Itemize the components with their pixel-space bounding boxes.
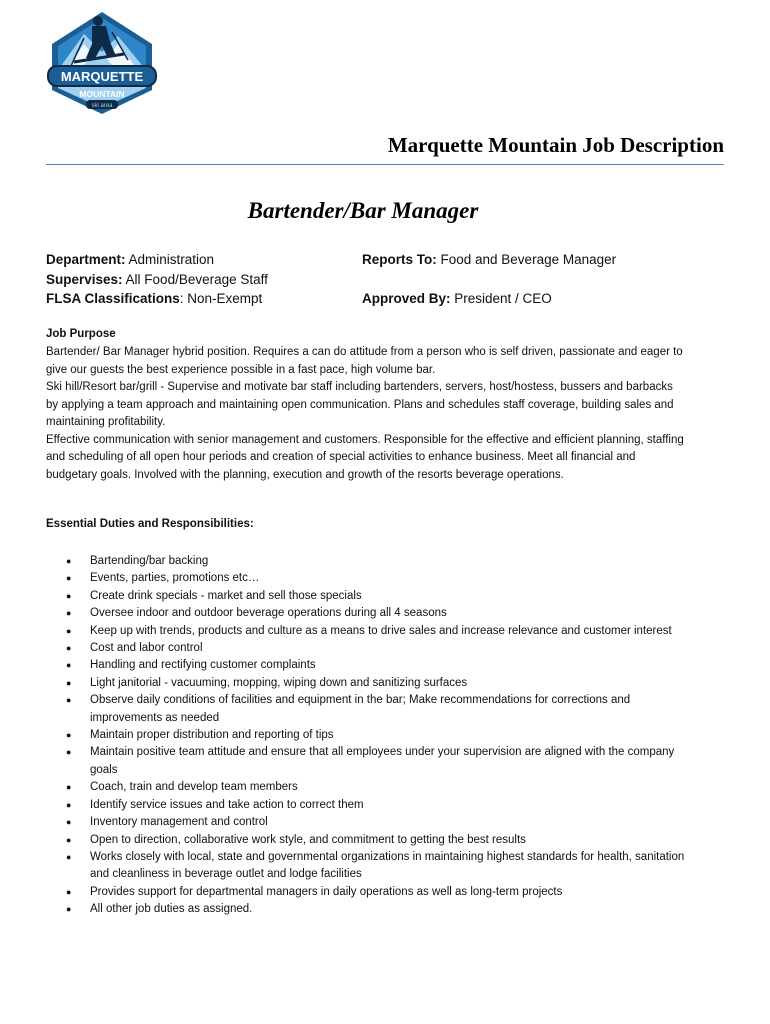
department-label: Department: <box>46 252 126 267</box>
header-divider <box>46 164 724 165</box>
job-meta-left <box>46 250 268 309</box>
duty-item: ● Light janitorial - vacuuming, mopping, wiping down and sanitizing surfaces <box>46 675 696 692</box>
duty-item: ● Keep up with trends, products and culture as a means to drive sales and increase relevance and customer interest <box>46 623 696 640</box>
duty-item: ● Maintain proper distribution and reporting of tips <box>46 727 696 744</box>
supervises-value: All Food/Beverage Staff <box>122 271 268 287</box>
duty-item: ● Maintain positive team attitude and ensure that all employees under your supervision are aligned with the company goals <box>46 744 696 779</box>
duty-item: ● Identify service issues and take action to correct them <box>46 797 696 814</box>
duty-item: ● Handling and rectifying customer complaints <box>46 657 696 674</box>
approved-by-label: Approved By: <box>362 291 451 306</box>
company-logo <box>44 8 160 118</box>
job-meta-right <box>362 250 616 309</box>
approved-by-row <box>362 289 616 309</box>
approved-by-value: President / CEO <box>450 291 552 306</box>
job-title: Bartender/Bar Manager <box>247 198 479 223</box>
duties-list <box>46 553 696 919</box>
duty-item: ● Coach, train and develop team members <box>46 779 696 796</box>
reports-to-row <box>362 250 616 270</box>
duty-item: ● Open to direction, collaborative work style, and commitment to getting the best results <box>46 832 696 849</box>
department-row <box>46 250 268 270</box>
duties-heading: Essential Duties and Responsibilities: <box>46 518 254 530</box>
reports-to-label: Reports To: <box>362 252 437 267</box>
marquette-mountain-logo-graphic <box>44 8 160 118</box>
duty-item: ● Bartending/bar backing <box>46 553 696 570</box>
duty-item: ● Cost and labor control <box>46 640 696 657</box>
duty-item: ● Events, parties, promotions etc… <box>46 570 696 587</box>
logo-wordmark-line1: MARQUETTE <box>60 69 144 84</box>
job-purpose-heading: Job Purpose <box>46 328 116 340</box>
purpose-paragraph: Effective communication with senior management and customers. Responsible for the effective and efficient planning, staffing and scheduling of all open hour periods and creation of special activities to enhance business. Meet all financial and budgetary goals. Involved with the planning, execution and growth of the resorts beverage operations. <box>46 433 684 481</box>
meta-spacer <box>362 270 616 290</box>
supervises-row <box>46 270 268 290</box>
duty-item: ● Works closely with local, state and governmental organizations in maintaining highest standards for health, sanitation and cleanliness in beverage outlet and lodge facilities <box>46 849 696 884</box>
flsa-row <box>46 289 268 309</box>
purpose-paragraph: Ski hill/Resort bar/grill - Supervise and motivate bar staff including bartenders, servers, host/hostess, bussers and barbacks by applying a team approach and maintaining open communication. Plans and schedules staff coverage, building sales and maintaining profitability. <box>46 381 674 428</box>
duty-item: ● Observe daily conditions of facilities and equipment in the bar; Make recommendations for corrections and improvements as needed <box>46 692 696 727</box>
purpose-paragraph: Bartender/ Bar Manager hybrid position. Requires a can do attitude from a person who is self driven, passionate and eager to give our guests the best experience possible in a fast pace, high volume bar. <box>46 346 683 376</box>
duty-item: ● All other job duties as assigned. <box>46 901 696 918</box>
flsa-label: FLSA Classifications <box>46 291 180 306</box>
document-header-title: Marquette Mountain Job Description <box>387 133 724 157</box>
logo-tagline: ski area <box>91 103 113 109</box>
duty-item: ● Inventory management and control <box>46 814 696 831</box>
supervises-label: Supervises: <box>46 271 123 287</box>
duty-item: ● Create drink specials - market and sell those specials <box>46 588 696 605</box>
reports-to-value: Food and Beverage Manager <box>436 252 617 267</box>
flsa-value: : Non-Exempt <box>179 291 263 306</box>
job-purpose-text <box>46 344 686 484</box>
duty-item: ● Provides support for departmental managers in daily operations as well as long-term projects <box>46 884 696 901</box>
duty-item: ● Oversee indoor and outdoor beverage operations during all 4 seasons <box>46 605 696 622</box>
logo-wordmark-line2: MOUNTAIN <box>79 89 125 99</box>
department-value: Administration <box>125 252 215 267</box>
